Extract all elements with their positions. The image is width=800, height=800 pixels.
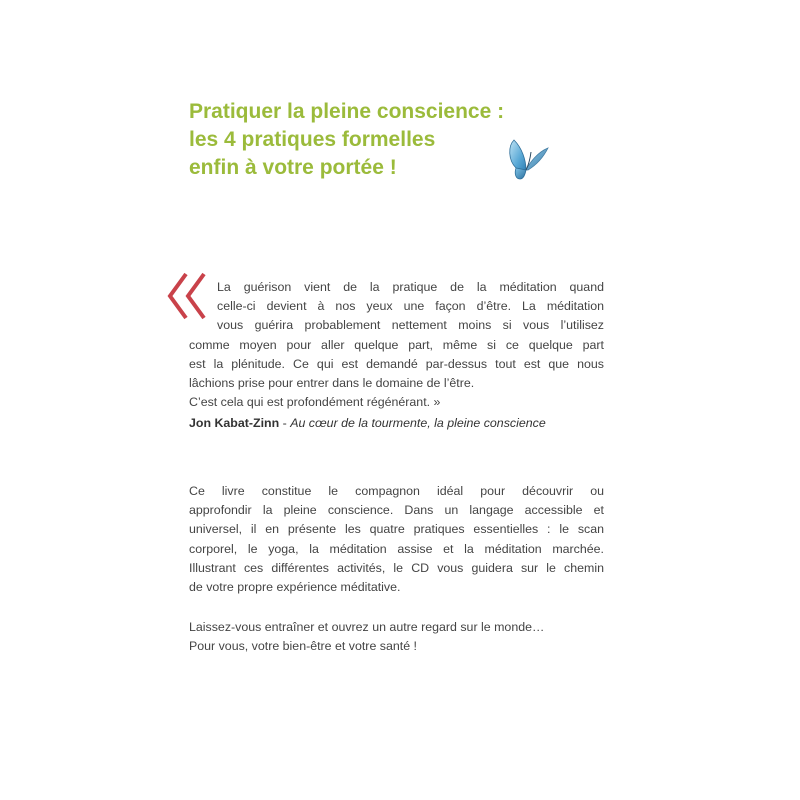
quote-author: Jon Kabat-Zinn [189, 416, 280, 430]
description-paragraph [189, 482, 604, 597]
quote-line: celle-ci devient à nos yeux une façon d’être. La méditation [217, 299, 604, 314]
description-line: corporel, le yoga, la méditation assise et la méditation marchée. [189, 541, 604, 556]
epigraph-quote [189, 278, 604, 412]
title-line: Pratiquer la pleine conscience : [189, 100, 505, 123]
description-line: Illustrant ces différentes activités, le CD vous guidera sur le chemin [189, 560, 604, 575]
quote-line: comme moyen pour aller quelque part, même si ce quelque part [189, 337, 604, 352]
closing-paragraph [189, 618, 604, 656]
closing-line: Pour vous, votre bien-être et votre santé ! [189, 639, 417, 654]
attribution-separator: - [279, 416, 291, 430]
closing-line: Laissez-vous entraîner et ouvrez un autre regard sur le monde… [189, 620, 545, 634]
quote-line: C’est cela qui est profondément régénérant. » [189, 395, 441, 410]
description-line: Ce livre constitue le compagnon idéal pour découvrir ou [189, 484, 604, 498]
quote-line: La guérison vient de la pratique de la méditation quand [217, 280, 604, 294]
description-line: de votre propre expérience méditative. [189, 580, 401, 595]
quote-attribution [189, 414, 609, 432]
description-line: universel, il en présente les quatre pratiques essentielles : le scan [189, 522, 604, 537]
title-line: les 4 pratiques formelles [189, 128, 436, 151]
quote-source-book: Au cœur de la tourmente, la pleine conscience [290, 416, 546, 430]
quote-line: est la plénitude. Ce qui est demandé par-dessus tout est que nous [189, 356, 604, 371]
quote-line: lâchions prise pour entrer dans le domaine de l’être. [189, 376, 475, 391]
quote-line: vous guérira probablement nettement moins si vous l’utilisez [217, 318, 604, 333]
butterfly-icon [504, 136, 552, 182]
title-line: enfin à votre portée ! [189, 156, 397, 179]
description-line: approfondir la pleine conscience. Dans un langage accessible et [189, 503, 604, 518]
